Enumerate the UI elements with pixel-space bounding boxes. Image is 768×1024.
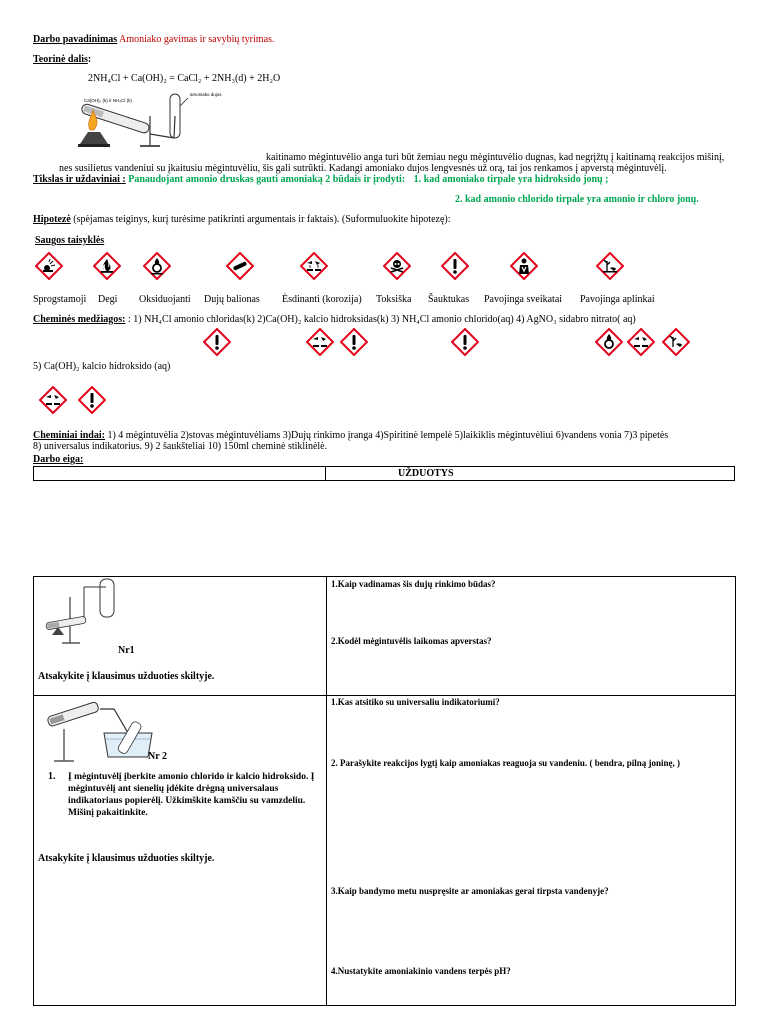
title-label: Darbo pavadinimas [33, 34, 118, 45]
theory-heading [33, 54, 91, 65]
chemicals-line [33, 314, 636, 325]
health-hazard-icon [510, 252, 538, 280]
theory-text-1: kaitinamo mėgintuvėlio anga turi būt žemiau negu mėgintuvėlio dugnas, kad negrįžtų į kaitinamą reakcijos mišinį, [266, 152, 725, 163]
environment-icon [596, 252, 624, 280]
apparatus-figure [78, 86, 228, 166]
label-corrosive: Ėsdinanti (korozija) [282, 294, 362, 305]
nr2-step-text: Į mėgintuvėlį įberkite amonio chlorido ir kalcio hidroksido. Į mėgintuvėlį ant sienelių įdėkite drėgną universalaus indikatoriaus popierėlį. Užkimškite kamščiu su vamzdeliu. Mišinį pakaitinkite. [68, 772, 315, 818]
procedure-label: Darbo eiga: [33, 454, 84, 465]
tasks-table [33, 576, 736, 1006]
corrosive-icon [306, 328, 334, 356]
label-oxidizing: Oksiduojanti [139, 294, 191, 305]
chemicals-list: : 1) NH₄Cl amonio chloridas(k) 2)Ca(OH)₂ kalcio hidroksidas(k) 3) NH₄Cl amonio chlorido(aq) 4) AgNO₃ sidabro nitrato( aq) [125, 314, 636, 325]
tools-text-1: 1) 4 mėgintuvėlia 2)stovas mėgintuvėliams 3)Dujų rinkimo įranga 4)Spiritinė lempelė 5)laikiklis mėgintuvėliui 6)vandens vonia 7)3 pipetės [104, 430, 669, 441]
exclamation-icon [203, 328, 231, 356]
label-environment: Pavojinga aplinkai [580, 294, 655, 305]
theory-colon: : [87, 54, 92, 65]
hypothesis-line [33, 214, 451, 225]
explosive-icon [35, 252, 63, 280]
nr1-instruction: Atsakykite į klausimus užduoties skiltyje. [38, 671, 215, 682]
tools-line-1 [33, 430, 668, 441]
title-value: Amoniako gavimas ir savybių tyrimas [119, 34, 272, 45]
label-gas: Dujų balionas [204, 294, 260, 305]
corrosive-icon [627, 328, 655, 356]
gas-cylinder-icon [226, 252, 254, 280]
goal-label: Tikslas ir uždaviniai : [33, 174, 126, 185]
safety-heading [35, 235, 104, 246]
theory-label: Teorinė dalis [33, 54, 88, 65]
corrosive-icon [39, 386, 67, 414]
row-divider [34, 695, 735, 696]
oxidizing-icon [143, 252, 171, 280]
tools-label: Cheminiai indai: [33, 430, 105, 441]
goal-text: Panaudojant amonio druskas gauti amoniaką 2 būdais ir įrodyti: [128, 174, 406, 185]
nr1-label: Nr1 [118, 645, 135, 656]
label-toxic: Toksiška [376, 294, 412, 305]
exclamation-icon [340, 328, 368, 356]
procedure-heading [33, 454, 83, 465]
hypothesis-label: Hipotezė [33, 214, 71, 225]
nr2-question-2: 2. Parašykite reakcijos lygtį kaip amoniakas reaguoja su vandeniu. ( bendra, pilną joninę, ) [331, 758, 680, 768]
title-line [33, 34, 274, 45]
nr1-question-2: 2.Kodėl mėgintuvėlis laikomas apverstas? [331, 636, 492, 646]
nr2-question-1: 1.Kas atsitiko su universaliu indikatoriumi? [331, 697, 500, 707]
goal-line [33, 174, 609, 185]
nr2-figure [44, 699, 154, 765]
nr2-question-4: 4.Nustatykite amoniakinio vandens terpės pH? [331, 966, 511, 976]
goal-item-2: 2. kad amonio chlorido tirpale yra amonio ir chloro jonų. [455, 194, 699, 205]
exclamation-icon [78, 386, 106, 414]
fig-label-right: amoniako dujos [190, 92, 222, 97]
exclamation-icon [451, 328, 479, 356]
tasks-header: UŽDUOTYS [398, 468, 454, 479]
nr1-figure [44, 577, 134, 647]
tools-text-2: 8) universalus indikatorius. 9) 2 šaukšteliai 10) 150ml cheminė stiklinėlė. [33, 441, 328, 452]
title-end: . [271, 34, 275, 45]
chemicals-label: Cheminės medžiagos: [33, 314, 126, 325]
label-health: Pavojinga sveikatai [484, 294, 563, 305]
corrosive-icon [300, 252, 328, 280]
environment-icon [662, 328, 690, 356]
nr2-step-num: 1. [48, 771, 56, 782]
tasks-header-table [33, 466, 735, 481]
reaction-equation: 2NH₄Cl + Ca(OH)₂ = CaCl₂ + 2NH₃(d) + 2H₂O [88, 73, 281, 84]
hypothesis-text: (spėjamas teiginys, kurį turėsime patikrinti argumentais ir faktais). (Suformuluokite hipotezę): [70, 214, 451, 225]
chemical-item-5: 5) Ca(OH)₂ kalcio hidroksido (aq) [33, 361, 171, 372]
nr1-question-1: 1.Kaip vadinamas šis dujų rinkimo būdas? [331, 579, 496, 589]
goal-item-1: 1. kad amoniako tirpale yra hidroksido jonų ; [413, 174, 609, 185]
nr2-label: Nr 2 [148, 751, 167, 762]
exclamation-icon [441, 252, 469, 280]
oxidizing-icon [595, 328, 623, 356]
label-exclamation: Šauktukas [428, 294, 470, 305]
label-flammable: Degi [98, 294, 118, 305]
divider [325, 467, 326, 480]
flammable-icon [93, 252, 121, 280]
safety-label: Saugos taisyklės [35, 235, 105, 246]
label-explosive: Sprogstamoji [33, 294, 87, 305]
column-divider [326, 577, 327, 1005]
theory-text-2: nes susilietus vandeniui su įkaitusiu mėgintuvėliu, šis gali sutrūkti. Kadangi amoniako dujos lengvesnės už orą, tai jos renkamos į apverstą mėgintuvėlį. [59, 163, 667, 174]
fig-label-left: Ca(OH)₂ (k) ir NH₄Cl (k) [84, 98, 132, 103]
nr2-instruction: Atsakykite į klausimus užduoties skiltyje. [38, 853, 215, 864]
nr2-question-3: 3.Kaip bandymo metu nuspręsite ar amoniakas gerai tirpsta vandenyje? [331, 886, 609, 896]
toxic-icon [383, 252, 411, 280]
